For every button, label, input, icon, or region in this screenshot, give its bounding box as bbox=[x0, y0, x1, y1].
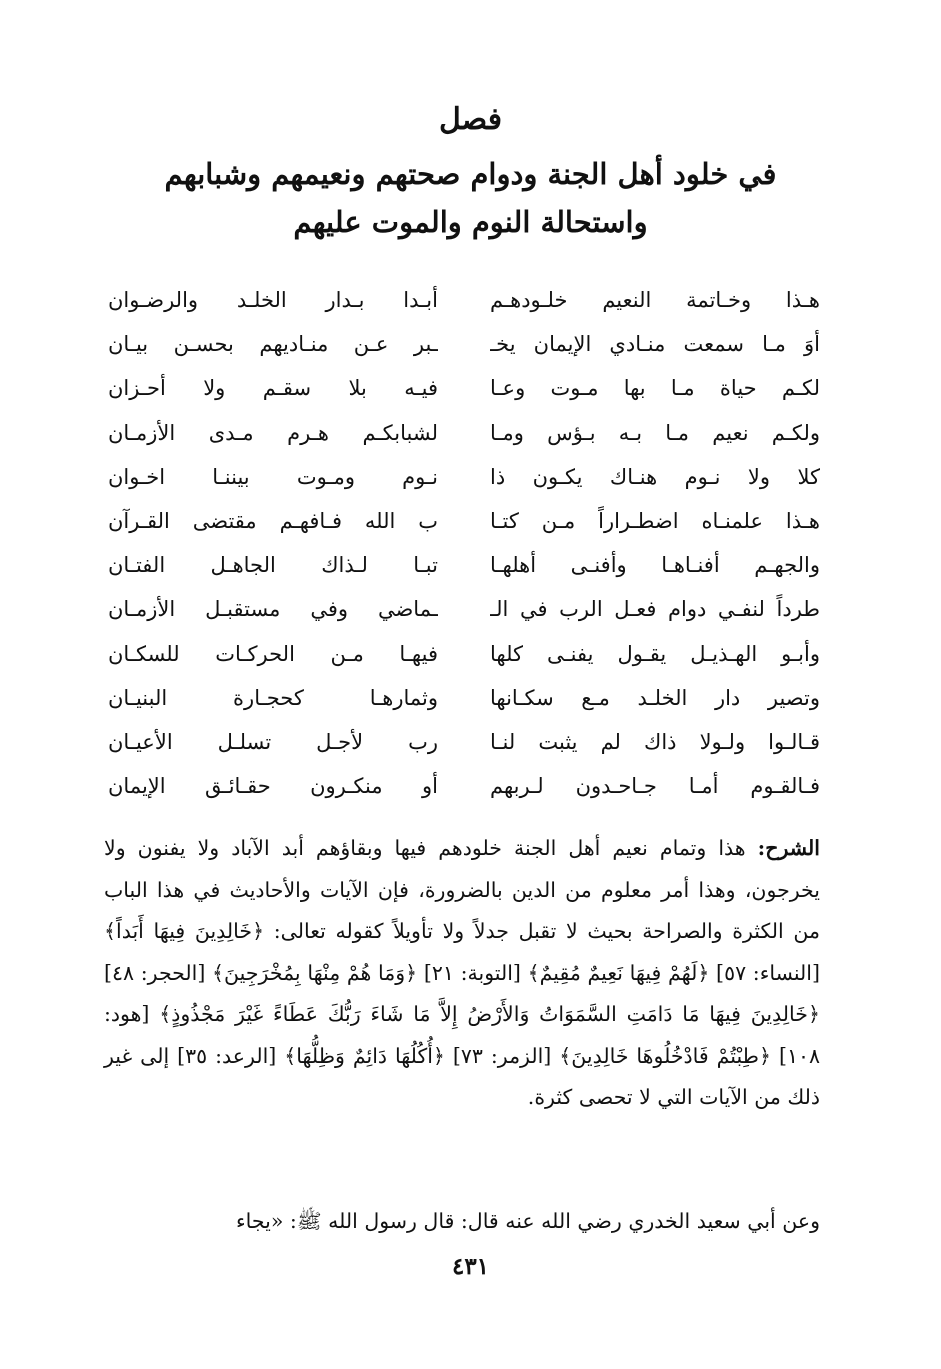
verse-first-hemistich: لكـم حياة مـا بها مـوت وعـا bbox=[490, 376, 820, 401]
verse-first-hemistich: هـذا علمنـاه اضطـراراً مـن كتـا bbox=[490, 508, 820, 533]
verse-first-hemistich: قـالـوا ولـولا ذاك لم يثبت لنـا bbox=[490, 729, 820, 754]
verse-row bbox=[100, 280, 820, 324]
verse-row bbox=[100, 634, 820, 678]
verse-second-hemistich: أو منكـرون حقـائـق الإيمان bbox=[108, 774, 438, 799]
verse-second-hemistich: نـوم ومـوت بيننـا اخـوان bbox=[108, 464, 438, 489]
verse-row bbox=[100, 324, 820, 368]
verse-first-hemistich: وأبـو الهـذيـل يقـول يفنـى كلها bbox=[490, 641, 820, 666]
verse-row bbox=[100, 457, 820, 501]
verse-row bbox=[100, 413, 820, 457]
verse-row bbox=[100, 722, 820, 766]
section-label: فصل bbox=[438, 102, 503, 137]
verse-first-hemistich: والجهـم أفنـاهـا وأفنـى أهلهـا bbox=[490, 553, 820, 578]
verse-first-hemistich: كلا ولا نـوم هنـاك يكـون ذا bbox=[490, 464, 820, 489]
verse-row bbox=[100, 501, 820, 545]
verse-second-hemistich: فيهـا مـن الحركـات للسكـان bbox=[108, 641, 438, 666]
verse-second-hemistich: فيـه بلا سقـم ولا أحـزان bbox=[108, 376, 438, 401]
verse-row bbox=[100, 589, 820, 633]
poem-verses bbox=[100, 280, 820, 810]
verse-row bbox=[100, 678, 820, 722]
verse-first-hemistich: طرداً لنفـي دوام فعـل الرب في الـ bbox=[490, 597, 820, 622]
verse-first-hemistich: فـالقـوم أمـا جـاحـدون لـربهم bbox=[490, 774, 820, 799]
hadith-intro: وعن أبي سعيد الخدري رضي الله عنه قال: قال رسول الله ﷺ: «يجاء bbox=[236, 1209, 820, 1233]
verse-row bbox=[100, 766, 820, 810]
verse-second-hemistich: تبـا لـذاك الجاهـل الفتـان bbox=[108, 553, 438, 578]
verse-first-hemistich: أوَ مـا سمعت منـادي الإيمان يخـ bbox=[490, 332, 820, 357]
verse-first-hemistich: ولكـم نعيم مـا بـه بـؤس ومـا bbox=[490, 420, 820, 445]
commentary-lead: الشرح: bbox=[757, 836, 820, 860]
verse-row bbox=[100, 545, 820, 589]
verse-first-hemistich: وتصير دار الخلـد مـع سكـانها bbox=[490, 685, 820, 710]
verse-first-hemistich: هـذا وخـاتمة النعيم خلـودهـم bbox=[490, 288, 820, 312]
verse-second-hemistich: ـماضي وفي مستقبـل الأزمـان bbox=[108, 597, 438, 622]
page-number: ٤٣١ bbox=[451, 1253, 490, 1280]
chapter-title-line-1: في خلود أهل الجنة ودوام صحتهم ونعيمهم وشبابهم bbox=[164, 157, 777, 191]
verse-second-hemistich: وثمارهـا كحجـارة البنيـان bbox=[108, 685, 438, 710]
verse-second-hemistich: ـبر عـن منـاديهم بحسـن بيـان bbox=[108, 332, 438, 357]
commentary-paragraph bbox=[104, 828, 820, 1119]
verse-second-hemistich: ب الله فـافهـم مقتضى القـرآن bbox=[108, 508, 438, 533]
verse-second-hemistich: لشبابكـم هـرم مـدى الأزمـان bbox=[108, 420, 438, 445]
verse-second-hemistich: أبـدا بـدار الخلـد والرضـوان bbox=[108, 288, 438, 312]
chapter-title-line-2: واستحالة النوم والموت عليهم bbox=[293, 205, 648, 239]
verse-second-hemistich: رب لأجـل تسلـل الأعيـان bbox=[108, 729, 438, 754]
verse-row bbox=[100, 368, 820, 412]
commentary-text: هذا وتمام نعيم أهل الجنة خلودهم فيها وبقاؤهم أبد الآباد ولا يفنون ولا يخرجون، وهذا أمر معلوم من الدين بالضرورة، فإن الآيات والأحاديث في هذا الباب من الكثرة والصراحة بحيث لا تقبل جدلاً ولا تأويلاً كقوله تعالى: ﴿خَالِدِينَ فِيهَا أَبَداً﴾ [النساء: ٥٧] ﴿لَهُمْ فِيهَا نَعِيمٌ مُقِيمٌ﴾ [التوبة: ٢١] ﴿وَمَا هُمْ مِنْهَا بِمُخْرَجِينَ﴾ [الحجر: ٤٨] ﴿خَالِدِينَ فِيهَا مَا دَامَتِ السَّمَوَاتُ وَالأَرْضُ إِلاَّ مَا شَاءَ رَبُّكَ عَطَاءً غَيْرَ مَجْذُوذٍ﴾ [هود: ١٠٨] ﴿طِبْتُمْ فَادْخُلُوهَا خَالِدِينَ﴾ [الزمر: ٧٣] ﴿أُكُلُهَا دَائِمٌ وَظِلُّهَا﴾ [الرعد: ٣٥] إلى غير ذلك من الآيات التي لا تحصى كثرة. bbox=[104, 836, 820, 1109]
